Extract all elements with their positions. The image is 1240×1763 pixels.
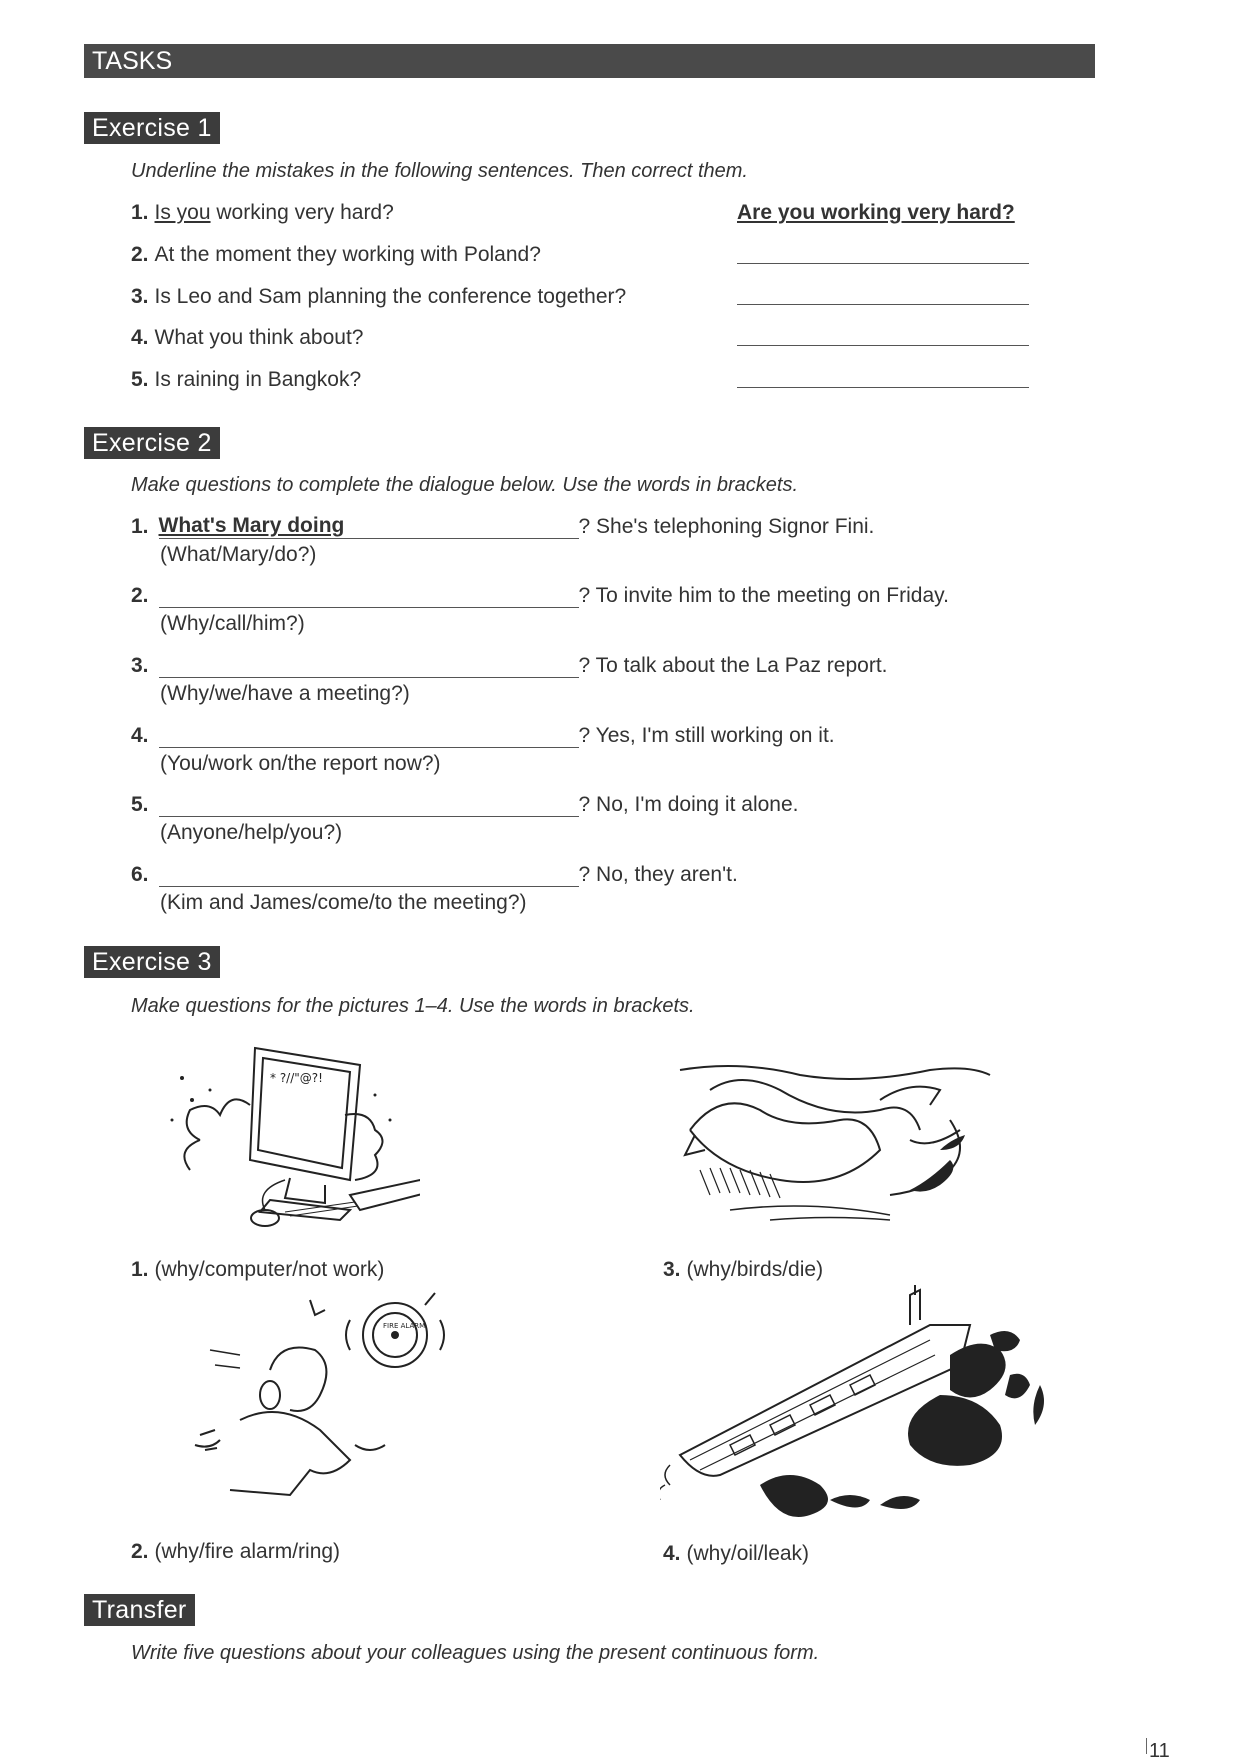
response-text: ? No, I'm doing it alone. bbox=[578, 793, 799, 816]
answer-blank[interactable] bbox=[159, 516, 579, 539]
picture-caption: (why/computer/not work) bbox=[154, 1258, 385, 1281]
exercise-1-item-2 bbox=[131, 243, 541, 267]
exercise-1-answer-1: Are you working very hard? bbox=[737, 201, 1015, 224]
item-text: What you think about? bbox=[154, 326, 364, 349]
fire-alarm-illustration bbox=[190, 1290, 450, 1500]
answer-blank[interactable] bbox=[159, 585, 579, 608]
exercise-1-heading: Exercise 1 bbox=[84, 112, 220, 144]
exercise-1-item-1 bbox=[131, 201, 394, 225]
exercise-2-hint-2: (Why/call/him?) bbox=[160, 612, 305, 635]
exercise-1-answer-line-4[interactable] bbox=[737, 345, 1029, 346]
item-number: 4. bbox=[131, 326, 149, 349]
response-text: ? She's telephoning Signor Fini. bbox=[578, 515, 875, 538]
dead-birds-illustration bbox=[670, 1050, 1000, 1230]
picture-number: 2. bbox=[131, 1540, 149, 1563]
item-number: 6. bbox=[131, 863, 149, 886]
exercise-2-hint-4: (You/work on/the report now?) bbox=[160, 752, 441, 775]
item-text: Is Leo and Sam planning the conference together? bbox=[154, 285, 627, 308]
picture-number: 4. bbox=[663, 1542, 681, 1565]
exercise-2-heading: Exercise 2 bbox=[84, 427, 220, 459]
computer-illustration bbox=[160, 1040, 420, 1230]
picture-caption: (why/birds/die) bbox=[686, 1258, 824, 1281]
answer-blank[interactable] bbox=[159, 655, 579, 678]
response-text: ? Yes, I'm still working on it. bbox=[578, 724, 835, 747]
exercise-1-item-4 bbox=[131, 326, 363, 350]
item-number: 1. bbox=[131, 201, 149, 224]
computer-screen-text: * ?//"@?! bbox=[270, 1071, 323, 1085]
oil-spill-icon bbox=[760, 1331, 1044, 1517]
exercise-1-answer-line-3[interactable] bbox=[737, 304, 1029, 305]
exercise-2-item-3 bbox=[131, 654, 888, 678]
oil-tanker-illustration bbox=[660, 1285, 1100, 1525]
item-number: 1. bbox=[131, 515, 149, 538]
page-number-divider bbox=[1146, 1738, 1147, 1754]
exercise-2-item-2 bbox=[131, 584, 949, 608]
exercise-3-caption-2 bbox=[131, 1540, 340, 1564]
transfer-instruction: Write five questions about your colleagues using the present continuous form. bbox=[131, 1642, 820, 1664]
fire-alarm-label: FIRE ALARM bbox=[383, 1322, 426, 1330]
exercise-1-answer-line-5[interactable] bbox=[737, 387, 1029, 388]
item-number: 5. bbox=[131, 368, 149, 391]
exercise-1-item-5 bbox=[131, 368, 361, 392]
exercise-2-item-6 bbox=[131, 863, 738, 887]
item-text: At the moment they working with Poland? bbox=[154, 243, 541, 266]
exercise-2-item-5 bbox=[131, 793, 798, 817]
item-number: 2. bbox=[131, 243, 149, 266]
item-number: 2. bbox=[131, 584, 149, 607]
item-number: 5. bbox=[131, 793, 149, 816]
exercise-2-item-4 bbox=[131, 724, 835, 748]
item-number: 4. bbox=[131, 724, 149, 747]
response-text: ? No, they aren't. bbox=[578, 863, 738, 886]
alarm-button-icon bbox=[391, 1331, 399, 1339]
item-number: 3. bbox=[131, 285, 149, 308]
exercise-2-hint-6: (Kim and James/come/to the meeting?) bbox=[160, 891, 527, 914]
response-text: ? To talk about the La Paz report. bbox=[578, 654, 888, 677]
answer-blank[interactable] bbox=[159, 725, 579, 748]
exercise-3-caption-3 bbox=[663, 1258, 823, 1282]
exercise-1-answer-line-2[interactable] bbox=[737, 263, 1029, 264]
item-post: working very hard? bbox=[210, 201, 394, 224]
picture-caption: (why/fire alarm/ring) bbox=[154, 1540, 341, 1563]
mistake-underlined: Is you bbox=[154, 201, 211, 224]
exercise-3-instruction: Make questions for the pictures 1–4. Use the words in brackets. bbox=[131, 995, 695, 1017]
page-number: 11 bbox=[1149, 1740, 1170, 1762]
exercise-2-instruction: Make questions to complete the dialogue below. Use the words in brackets. bbox=[131, 474, 799, 496]
exercise-3-caption-4 bbox=[663, 1542, 809, 1566]
exercise-2-item-1 bbox=[131, 515, 874, 539]
picture-number: 1. bbox=[131, 1258, 149, 1281]
exercise-3-heading: Exercise 3 bbox=[84, 946, 220, 978]
item-text: Is raining in Bangkok? bbox=[154, 368, 362, 391]
exercise-3-caption-1 bbox=[131, 1258, 384, 1282]
response-text: ? To invite him to the meeting on Friday. bbox=[578, 584, 949, 607]
answer-fill: What's Mary doing bbox=[158, 514, 345, 537]
picture-number: 3. bbox=[663, 1258, 681, 1281]
answer-blank[interactable] bbox=[159, 794, 579, 817]
transfer-heading: Transfer bbox=[84, 1594, 195, 1626]
exercise-2-hint-3: (Why/we/have a meeting?) bbox=[160, 682, 410, 705]
tasks-header: TASKS bbox=[84, 44, 1095, 78]
exercise-1-instruction: Underline the mistakes in the following sentences. Then correct them. bbox=[131, 160, 748, 182]
picture-caption: (why/oil/leak) bbox=[686, 1542, 810, 1565]
answer-blank[interactable] bbox=[159, 864, 579, 887]
item-number: 3. bbox=[131, 654, 149, 677]
exercise-2-hint-1: (What/Mary/do?) bbox=[160, 543, 317, 566]
exercise-1-item-3 bbox=[131, 285, 626, 309]
exercise-2-hint-5: (Anyone/help/you?) bbox=[160, 821, 343, 844]
